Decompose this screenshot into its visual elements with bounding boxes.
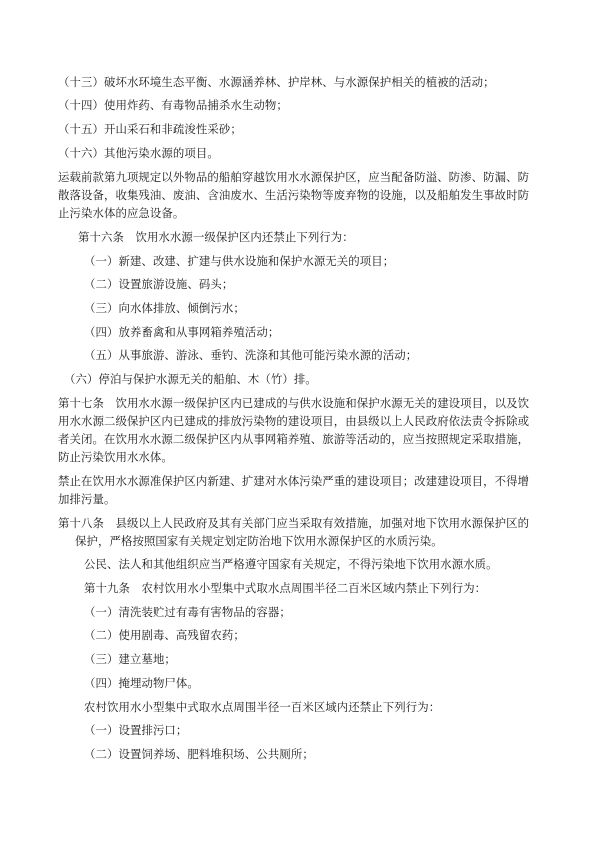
- article-17-line-3: 者关闭。在饮用水水源二级保护区内从事网箱养殖、旅游等活动的，应当按照规定采取措施，: [58, 432, 530, 446]
- article-16-heading: 第十六条 饮用水水源一级保护区内还禁止下列行为：: [78, 230, 354, 244]
- article-16-item-5: （五）从事旅游、游泳、垂钓、洗涤和其他可能污染水源的活动；: [84, 348, 418, 362]
- hundred-meter-heading: 农村饮用水小型集中式取水点周围半径一百米区域内还禁止下列行为：: [84, 700, 441, 714]
- article-19-item-1: （一）清洗装贮过有毒有害物品的容器；: [84, 605, 291, 619]
- article-16-item-6: （六）停泊与保护水源无关的船舶、木（竹）排。: [64, 372, 317, 386]
- article-18-line-2: 保护，严格按照国家有关规定划定防治地下饮用水源保护区的水质污染。: [75, 534, 443, 548]
- ship-paragraph-line-1: 运载前款第九项规定以外物品的船舶穿越饮用水水源保护区，应当配备防溢、防渗、防漏、防: [58, 170, 530, 184]
- reserve-zone-line-1: 禁止在饮用水水源准保护区内新建、扩建对水体污染严重的建设项目；改建建设项目，不得增: [58, 474, 530, 488]
- article-16-item-4: （四）放养畜禽和从事网箱养殖活动；: [84, 325, 280, 339]
- article-16-item-1: （一）新建、改建、扩建与供水设施和保护水源无关的项目；: [84, 254, 395, 268]
- article-19-item-4: （四）掩埋动物尸体。: [84, 676, 199, 690]
- article-19-item-3: （三）建立墓地；: [84, 652, 176, 666]
- article-17-line-2: 用水水源二级保护区内已建成的排放污染物的建设项目，由县级以上人民政府依法责令拆除或: [58, 414, 530, 428]
- ship-paragraph-line-2: 散落设备，收集残油、废油、含油废水、生活污染物等废弃物的设施，以及船舶发生事故时防: [58, 188, 530, 202]
- clause-15-line: （十五）开山采石和非疏浚性采砂；: [58, 122, 242, 136]
- hundred-meter-item-2: （二）设置饲养场、肥料堆积场、公共厕所；: [84, 747, 314, 761]
- reserve-zone-line-2: 加排污量。: [58, 492, 116, 506]
- clause-13-line: （十三）破坏水环境生态平衡、水源涵养林、护岸林、与水源保护相关的植被的活动；: [58, 75, 495, 89]
- citizens-obligation-line: 公民、法人和其他组织应当严格遵守国家有关规定，不得污染地下饮用水源水质。: [84, 557, 498, 571]
- clause-14-line: （十四）使用炸药、有毒物品捕杀水生动物；: [58, 98, 288, 112]
- article-19-heading: 第十九条 农村饮用水小型集中式取水点周围半径二百米区域内禁止下列行为：: [84, 581, 487, 595]
- article-19-item-2: （二）使用剧毒、高残留农药；: [84, 628, 245, 642]
- article-17-line-4: 防止污染饮用水水体。: [58, 450, 173, 464]
- article-17-line-1: 第十七条 饮用水水源一级保护区内已建成的与供水设施和保护水源无关的建设项目，以及饮: [58, 396, 530, 410]
- clause-16-line: （十六）其他污染水源的项目。: [58, 146, 219, 160]
- ship-paragraph-line-3: 止污染水体的应急设备。: [58, 206, 185, 220]
- article-18-line-1: 第十八条 县级以上人民政府及其有关部门应当采取有效措施，加强对地下饮用水源保护区的: [58, 516, 530, 530]
- article-16-item-3: （三）向水体排放、倾倒污水；: [84, 301, 245, 315]
- article-16-item-2: （二）设置旅游设施、码头；: [84, 277, 234, 291]
- hundred-meter-item-1: （一）设置排污口；: [84, 723, 188, 737]
